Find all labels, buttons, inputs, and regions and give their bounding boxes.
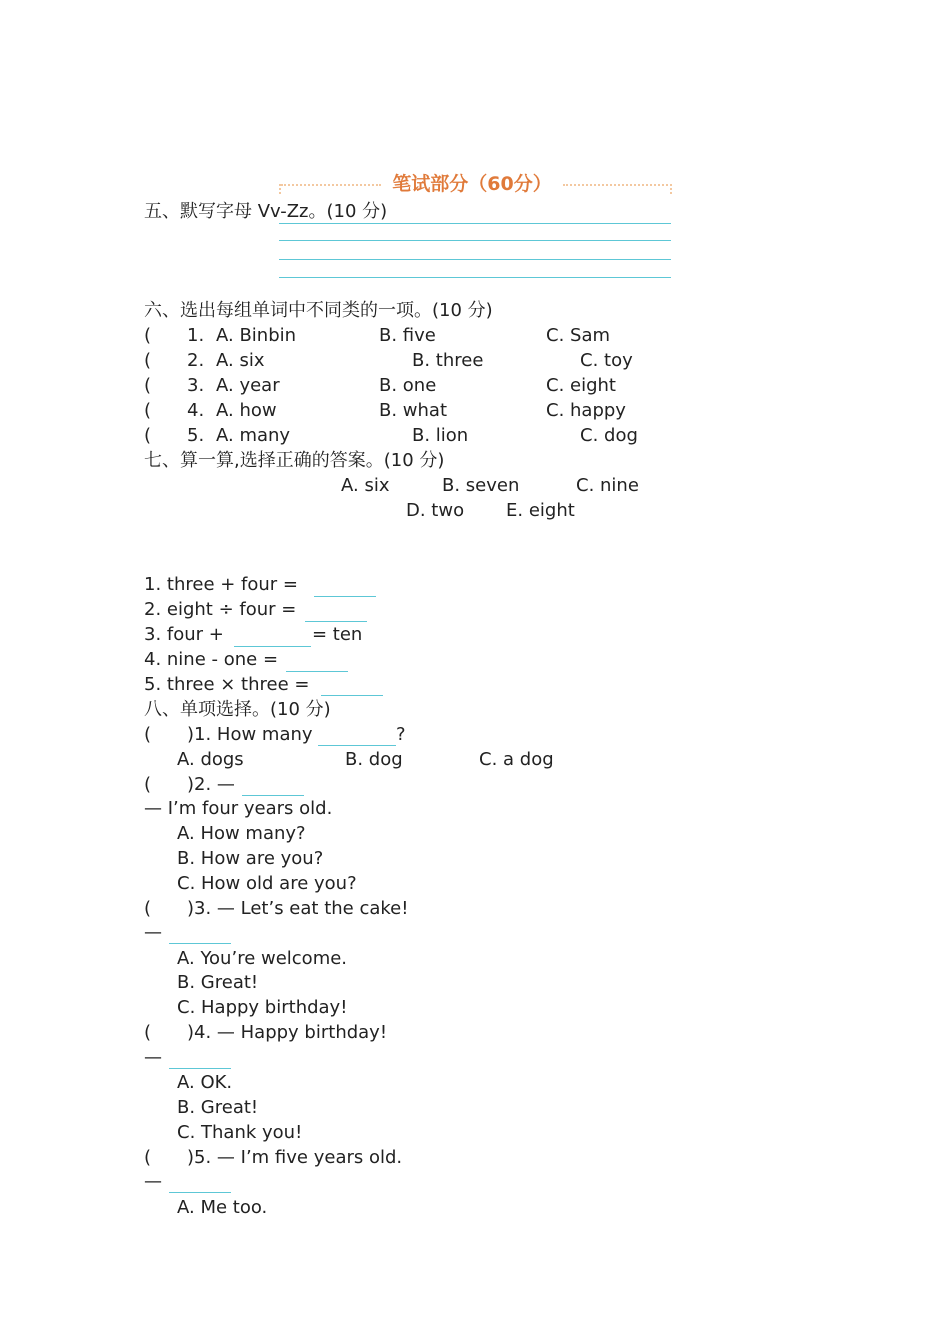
q8-q2-stem: )2. —	[187, 774, 235, 795]
banner-line-left	[281, 184, 381, 192]
q7-option: D. two	[406, 500, 465, 521]
q8-q4-stem: )4. — Happy birthday!	[187, 1022, 388, 1043]
q8-q2-option-a: A. How many?	[177, 823, 306, 844]
q8-q1-option-a: A. dogs	[177, 749, 244, 770]
q7-equation-post: = ten	[312, 624, 363, 645]
q6-option-b: B. lion	[412, 425, 469, 446]
q8-q2-reply: — I’m four years old.	[144, 798, 333, 819]
q6-option-b: B. five	[379, 325, 436, 346]
q7-equation: 4. nine - one =	[144, 649, 279, 670]
q7-option: E. eight	[506, 500, 575, 521]
writing-line-2[interactable]	[279, 240, 671, 241]
q8-q4-option-c: C. Thank you!	[177, 1122, 303, 1143]
q6-option-a: A. Binbin	[216, 325, 297, 346]
q6-option-c: C. happy	[546, 400, 626, 421]
q8-q1-end: ?	[396, 724, 406, 745]
q8-q3-option-a: A. You’re welcome.	[177, 948, 348, 969]
q6-option-b: B. one	[379, 375, 437, 396]
answer-blank[interactable]	[169, 1068, 231, 1069]
q6-item-num: 5.	[187, 425, 205, 446]
answer-blank[interactable]	[321, 695, 383, 696]
answer-paren[interactable]: (	[144, 774, 152, 795]
answer-paren[interactable]: (	[144, 325, 152, 346]
answer-paren[interactable]: (	[144, 425, 152, 446]
q6-item-num: 3.	[187, 375, 205, 396]
q7-option: B. seven	[442, 475, 520, 496]
q7-equation: 2. eight ÷ four =	[144, 599, 297, 620]
q6-option-c: C. dog	[580, 425, 638, 446]
q8-q3-dash: —	[144, 922, 162, 943]
q6-heading: 六、选出每组单词中不同类的一项。(10 分)	[144, 300, 493, 321]
section-title: 笔试部分（60分）	[392, 173, 552, 195]
q7-heading: 七、算一算,选择正确的答案。(10 分)	[144, 450, 445, 471]
q6-option-a: A. six	[216, 350, 265, 371]
banner-line-right	[563, 184, 668, 192]
q8-q4-dash: —	[144, 1047, 162, 1068]
q6-option-c: C. Sam	[546, 325, 611, 346]
q6-option-b: B. three	[412, 350, 484, 371]
answer-paren[interactable]: (	[144, 400, 152, 421]
q8-q5-dash: —	[144, 1171, 162, 1192]
q8-q1-option-c: C. a dog	[479, 749, 554, 770]
q8-q3-stem: )3. — Let’s eat the cake!	[187, 898, 409, 919]
writing-line-3[interactable]	[279, 259, 671, 260]
q8-q1-stem: )1. How many	[187, 724, 313, 745]
writing-line-4[interactable]	[279, 277, 671, 278]
q7-equation: 1. three + four =	[144, 574, 299, 595]
q6-option-b: B. what	[379, 400, 448, 421]
q8-q4-option-b: B. Great!	[177, 1097, 259, 1118]
q7-equation-pre: 3. four +	[144, 624, 224, 645]
answer-paren[interactable]: (	[144, 350, 152, 371]
q8-q2-option-b: B. How are you?	[177, 848, 324, 869]
answer-paren[interactable]: (	[144, 724, 152, 745]
q8-q5-stem: )5. — I’m five years old.	[187, 1147, 403, 1168]
answer-paren[interactable]: (	[144, 1147, 152, 1168]
q6-option-c: C. eight	[546, 375, 616, 396]
answer-blank[interactable]	[169, 1192, 231, 1193]
q6-option-a: A. many	[216, 425, 291, 446]
q6-option-a: A. how	[216, 400, 277, 421]
writing-line-1[interactable]	[279, 223, 671, 224]
q6-option-c: C. toy	[580, 350, 633, 371]
q8-q5-option-a: A. Me too.	[177, 1197, 268, 1218]
q6-item-num: 2.	[187, 350, 205, 371]
q8-q4-option-a: A. OK.	[177, 1072, 233, 1093]
q8-q2-option-c: C. How old are you?	[177, 873, 357, 894]
answer-blank[interactable]	[314, 596, 376, 597]
q8-q1-option-b: B. dog	[345, 749, 403, 770]
q6-item-num: 1.	[187, 325, 205, 346]
q6-option-a: A. year	[216, 375, 280, 396]
answer-paren[interactable]: (	[144, 1022, 152, 1043]
q6-item-num: 4.	[187, 400, 205, 421]
q8-q3-option-c: C. Happy birthday!	[177, 997, 348, 1018]
banner-hook-right	[666, 184, 672, 194]
banner-hook-left	[279, 184, 285, 194]
answer-blank[interactable]	[169, 943, 231, 944]
q7-option: A. six	[341, 475, 390, 496]
q8-q3-option-b: B. Great!	[177, 972, 259, 993]
q8-heading: 八、单项选择。(10 分)	[144, 699, 331, 720]
q7-equation: 5. three × three =	[144, 674, 310, 695]
q5-heading: 五、默写字母 Vv-Zz。(10 分)	[144, 201, 388, 222]
answer-blank[interactable]	[318, 745, 396, 746]
answer-paren[interactable]: (	[144, 375, 152, 396]
q7-option: C. nine	[576, 475, 639, 496]
answer-paren[interactable]: (	[144, 898, 152, 919]
